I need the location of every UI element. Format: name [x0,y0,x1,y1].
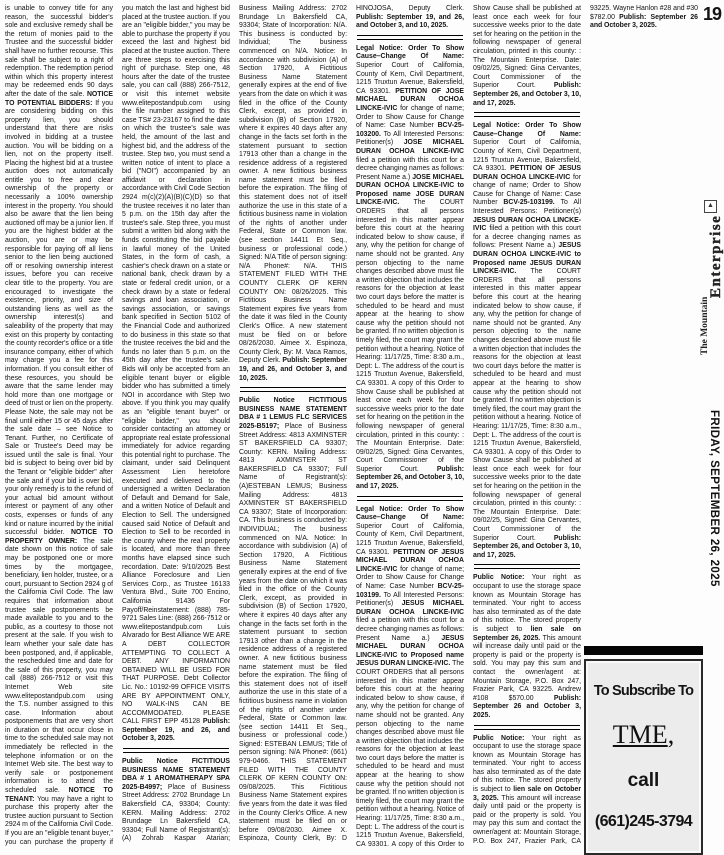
notice-fbn-lemus-flc: Public Notice FICTITIOUS BUSINESS NAME STATEMENT DBA # 1 LEMUS FLC SERVICES 2025-B5197; Place of Business Street Address: 4813 AXMINSTER ST BAKERSFIELD CA 93307; County: KERN. Mailing Address: 4813 AXMINSTER ST BAKERSFIELD CA 93307; Full Name of Registrant(s): (A)ESTEBAN LEMUS; Business Mailing Address: 4813 AXMINSTER ST BAKERSFIELD CA 93307; State of Incorporation: CA. This business is conducted by: INDIVIDUAL; The business commenced on N/A. Notice: In accordance with subdivision (A) of Section 17920, A Fictitious Business Name Statement generally expires at the end of five years from the date on which it was filed in the office of the County Clerk, except, as provided in subdivision (B) of Section 17920, where it expires 40 days after any change in the facts set forth in the statement pursuant to section 17913 other than a change in the residence address of a registered owner. A new fictitious business name statement must be filed before the expiration. The filing of this statement does not of itself authorize the use in this state of a fictitious business name in violation of the rights of another under Federal, State or Common law. (see section 14411 Et Seq., business or professional code.) Signed: ESTEBAN LEMUS; Title of person signing: N/A Phone#: (661) 979-0466. THIS STATEMENT FILED WITH THE COUNTY CLERK OF KERN COUNTY ON: 09/08/2025. This Fictitious Business Name Statement expires five years from the date it was filed in the County Clerk's Office. A new statement must be filed on or before 09/08/2030. Aimee X. Espinoza, County Clerk, By: D HINOJOSA, Deputy Clerk. Publish: September 19, and 26, and October 3, and 10, 2025. [239,5,464,843]
notice-divider [357,496,463,501]
masthead-the-mountain: The Mountain [700,296,710,355]
page-number: 19 [702,4,721,24]
notice-divider [123,748,229,753]
notice-storage-lien-oct3: Public Notice: Your right as occupant to use the storage space known as Mountain Storage has terminated. Your right to access has also terminated as of the date of this notice. The stored property is subject to lien sale on October 3, 2025. This amount will increase daily until paid or the property is paid or the property is sold. You may pay this sum and contact the owner/agent at: Mountain Storage, P.O. Box 247, Frazier Park, CA 93225. Wayne Hanlon #28 and #30 $782.00 Publish: September 26 and October 3, 2025. [473,5,699,845]
subscribe-box-top-bar [584,646,703,655]
notice-divider [357,35,463,40]
notice-divider [474,725,580,730]
notice-divider [240,387,346,392]
notice-trustee-sale: is unable to convey title for any reason, the successful bidder's sole and exclusive remedy shall be the return of monies paid to the Trustee and the successful bidder shall have no further recourse. This sale shall be subject to a right of redemption. The redemption period within which this property interest may be redeemed ends 90 days after the date of the sale. NOTICE TO POTENTIAL BIDDERS: If you are considering bidding on this property lien, you should understand that there are risks involved in bidding at a trustee auction. You will be bidding on a lien, not on the property itself. Placing the highest bid at a trustee auction does not automatically entitle you to free and clear ownership of the property or necessarily a 100% ownership interest in the property. You should also be aware that the lien being auctioned off may be a junior lien. If you are the highest bidder at the auction, you are or may be responsible for paying off all liens senior to the lien being auctioned off or resolving ownership interest issues, before you can receive clear title to the property. You are encouraged to investigate the existence, priority, and size of outstanding liens as well as the ownership interest(s) and saleability of the property that may exist on this property by contacting the county recorder's office or a title insurance company, either of which may charge you a fee for this information. If you consult either of these resources, you should be aware that the same lender may hold more than one mortgage or deed of trust or lien on the property. Please Note, the sale may not be final until either 15 or 45 days after the sale date – see Notice to Tenant. Further, no Certificate of Sale or Trustee's Deed may be issued until the sale is final. Your bid is subject to being over bid by the Tenant or "eligible bidder" after the sale and if your bid is over bid, your only remedy is to the refund of your actual bid amount without interest or payment of any other costs, expenses or funds of any kind or nature incurred by the initial successful bidder. NOTICE TO PROPERTY OWNER: The sale date shown on this notice of sale may be postponed one or more times by the mortgagee, beneficiary, lien holder, trustee, or a court, pursuant to Section 2924 g of the California Civil Code. The law requires that information about trustee sale postponements be made available to you and to the public, as a courtesy to those not present at the sale. If you wish to learn whether your sale date has been postponed, and, if applicable, the rescheduled time and date for the sale of this property, you may call (888) 266-7512 or visit this Internet Web site www.elitepostandpub.com using the T.S. number assigned to this case. Information about postponements that are very short in duration or that occur close in time to the scheduled sale may not immediately be reflected in the telephone information or on the Internet Web site. The best way to verify sale or postponement information is to attend the scheduled sale. NOTICE TO TENANT: You may have a right to purchase this property after the trustee auction pursuant to Section 2924 m of the California Civil Code. If you are an "eligible tenant buyer," you can purchase the property if you match the last and highest bid placed at the trustee auction. If you are an "eligible bidder," you may be able to purchase the property if you exceed the last and highest bid placed at the trustee auction. There are three steps to exercising this right of purchase. Step one, 48 hours after the date of the trustee sale, you can call (888) 266-7512, or visit this internet website www.elitepostandpub.com using the file number assigned to this case TS# 23-23167 to find the date on which the trustee's sale was held, the amount of the last and highest bid, and the address of the trustee. Step two, you must send a written notice of intent to place a bid ("NOI") accompanied by an affidavit or declaration in accordance with Civil Code Section 2924 m(c)(2)(A)(B)(C)(D) so that the trustee receives it no later than 5 p.m. on the 15th day after the trustee's sale. Step three, you must submit a written bid along with the funds constituting the bid payable in lawful money of the United States, in the form of cash, a cashier's check drawn on a state or national bank, check drawn by a state or federal credit union, or a check drawn by a state or federal savings and loan association, or savings association, or savings bank specified in Section 5102 of the Financial Code and authorized to do business in this state so that the trustee receives the bid and the funds no later than 5 p.m. on the 45th day after the trustee's sale. Bids will only be accepted from an eligible tenant buyer or eligible bidder who has submitted a timely NOI in accordance with Step two above. If you think you may qualify as an "eligible tenant buyer" or "eligible bidder," you should consider contacting an attorney or appropriate real estate professional immediately for advice regarding this potential right to purchase. The claimant, under said Delinquent Assessment Lien heretofore executed and delivered to the undersigned a written Declaration of Default and Demand for Sale, and a written Notice of Default and Election to Sell. The undersigned caused said Notice of Default and Election to Sell to be recorded in the county where the real property is located, and more than three months have elapsed since such recordation. Date: 9/10/2025 Best Alliance Foreclosure and Lien Services Corp., as Trustee 16133 Ventura Blvd., Suite 700 Encino, California 91436 For Payoff/Reinstatement: (888) 785-9721 Sales Line: (888) 266-7512 or www.elitepostandpub.com Luis Alvarado for Best Alliance WE ARE A DEBT COLLECTOR ATTEMPTING TO COLLECT A DEBT. ANY INFORMATION OBTAINED WILL BE USED FOR THAT PURPOSE. Debt Collector Lic. No.: 10192-99 OFFICE VISITS ARE BY APPOINTMENT ONLY, NO WALK-INS CAN BE ACCOMMODATED. PLEASE CALL FIRST EPP 45128 Publish: September 19, and 26, and October 3, 2025. [5,5,230,846]
notice-name-change-jose: Legal Notice: Order To Show Cause–Change Of Name: Superior Court of California, County of Kern, Civil Department, 1215 Truxtun Avenue, Bakersfield, CA 93301. PETITION OF JOSE MICHAEL DURAN OCHOA LINCKE-IVIC for change of name; Order to Show Cause for Change of Name: Case Number BCV-25-103200. To All Interested Persons: Petitioner(s) JOSE MICHAEL DURAN OCHOA LINCKE-IVIC filed a petition with this court for a decree changing names as follows: Present Name a.) JOSE MICHAEL DURAN OCHOA LINCKE-IVIC to Proposed name JOSE DURAN LINCKE-IVIC. The COURT ORDERS that all persons interested in this matter appear before this court at the hearing indicated below to show cause, if any, why the petition for change of name should not be granted. Any person objecting to the name changes described above must file a written objection that includes the reasons for the objection at least two court days before the matter is scheduled to be heard and must appear at the hearing to show cause why the petition should not be granted. If no written objection is timely filed, the court may grant the petition without a hearing. Notice of Hearing: 11/17/25, Time: 8:30 a.m., Dept: L. The address of the court is 1215 Truxtun Avenue, Bakersfield, CA 93301. A copy of this Order to Show Cause shall be published at least once each week for four successive weeks prior to the date set for hearing on the petition in the following newspaper of general circulation, printed in this county: : The Mountain Enterprise. Date: 09/02/25, Signed: Gina Cervantes, Court Commissioner of the Superior Court. Publish: September 26, and October 3, 10, and 17, 2025. [356,44,464,491]
notice-storage-lien-sept26: Public Notice: Your right as occupant to use the storage space known as Mountain Storage has terminated. Your right to access has also terminated as of the date of this notice. The stored property is subject to lien sale on September 26, 2025. This amount will increase daily until paid or the property is paid or the property is sold. You may pay this sum and contact the owner/agent at: Mountain Storage, P.O. Box 247, Frazier Park, CA 93225. Andrew #108 $570.00 Publish: September 26 and October 3, 2025. [473,574,581,719]
subscribe-magazine-comma: , [667,719,675,749]
subscribe-line1: To Subscribe To [593,683,694,700]
notice-fbn-aromatherapy-spa: Public Notice FICTITIOUS BUSINESS NAME STATEMENT DBA # 1 AROMATHERAPY SPA 2025-B4997; Place of Business Street Address: 2702 Brundage Ln Bakersfield CA, 93304; County: KERN. Mailing Address: 2702 Brundage Ln Bakersfield CA, 93304; Full Name of Registrant(s): (A) Zohrab Kaspar Atarian; Business Mailing Address: 2702 Brundage Ln Bakersfield CA, 93304; State of Incorporation: N/A. This business is conducted by: Individual; The business commenced on N/A. Notice: In accordance with subdivision (A) of Section 17920, A Fictitious Business Name Statement generally expires at the end of five years from the date on which it was filed in the office of the County Clerk, except, as provided in subdivision (B) of Section 17920, where it expires 40 days after any change in the facts set forth in the statement pursuant to section 17913 other than a change in the residence address of a registered owner. A new fictitious business name statement must be filed before the expiration. The filing of this statement does not of itself authorize the use in this state of a fictitious business name in violation of the rights of another under Federal, State or Common law. (see section 14411 Et Seq., business or professional code.) Signed: N/A Title of person signing: N/A Phone#: N/A. THIS STATEMENT FILED WITH THE COUNTY CLERK OF KERN COUNTY ON: 08/26/2025. This Fictitious Business Name Statement expires five years from the date it was filed in the County Clerk's Office. A new statement must be filed on or before 08/26/2030. Aimee X. Espinoza, County Clerk, By: M. Vaca Ramos, Deputy Clerk. Publish: September 19, and 26, and October 3, and 10, 2025. [122,5,347,843]
notice-divider [474,112,580,117]
subscribe-call-label: call [627,770,660,792]
notice-divider [474,564,580,569]
notice-name-change-jesus-michael: Legal Notice: Order To Show Cause–Change Of Name: Superior Court of California, County of Kern, Civil Department, 1215 Truxtun Avenue, Bakersfield, CA 93301. PETITION OF JESUS MICHAEL DURAN OCHOA LINCKE-IVIC for change of name; Order to Show Cause for Change of Name: Case Number BCV-25-103199. To All Interested Persons: Petitioner(s) JESUS MICHAEL DURAN OCHOA LINCKE-IVIC filed a petition with this court for a decree changing names as follows: Present Name a.) JESUS MICHAEL DURAN OCHOA LINCKE-IVIC to Proposed name JESUS DURAN LINCKE-IVIC. The COURT ORDERS that all persons interested in this matter appear before this court at the hearing indicated below to show cause, if any, why the petition for change of name should not be granted. Any person objecting to the name changes described above must file a written objection that includes the reasons for the objection at least two court days before the matter is scheduled to be heard and must appear at the hearing to show cause why the petition should not be granted. If no written objection is timely filed, the court may grant the petition without a hearing. Notice of Hearing: 11/17/25, Time: 8:30 a.m., Dept: L. The address of the court is 1215 Truxtun Avenue, Bakersfield, CA 93301. A copy of this Order to Show Cause shall be published at least once each week for four successive weeks prior to the date set for hearing on the petition in the following newspaper of general circulation, printed in this county: : The Mountain Enterprise. Date: 09/02/25, Signed: Gina Cervantes, Court Commissioner of the Superior Court. Publish: September 26, and October 3, 10, and 17, 2025. [356,5,581,848]
subscribe-magazine-title [613,720,674,750]
edition-date: FRIDAY, SEPTEMBER 26, 2025 [708,410,720,587]
subscribe-magazine-abbrev: TME [612,719,668,749]
masthead-enterprise: Enterprise [708,214,724,298]
notice-name-change-jesus: Legal Notice: Order To Show Cause–Change Of Name: Superior Court of California, County of Kern, Civil Department, 1215 Truxtun Avenue, Bakersfield, CA 93301. PETITION OF JESUS DURAN OCHOA LINCKE-IVIC for change of name; Order to Show Cause for Change of Name: Case Number BCV-25-103199. To All Interested Persons: Petitioner(s) JESUS DURAN OCHOA LINCKE-IVIC filed a petition with this court for a decree changing names as follows: Present Name a.) JESUS DURAN OCHOA LINCKE-IVIC to Proposed name JESUS DURAN LINCKE-IVIC. The COURT ORDERS that all persons interested in this matter appear before this court at the hearing indicated below to show cause, if any, why the petition for change of name should not be granted. Any person objecting to the name changes described above must file a written objection that includes the reasons for the objection at least two court days before the matter is scheduled to be heard and must appear at the hearing to show cause why the petition should not be granted. If no written objection is timely filed, the court may grant the petition without a hearing. Notice of Hearing: 11/17/25, Time: 8:30 a.m., Dept: L. The address of the court is 1215 Truxtun Avenue, Bakersfield, CA 93301. A copy of this Order to Show Cause shall be published at least once each week for four successive weeks prior to the date set for hearing on the petition in the following newspaper of general circulation, printed in this county: : The Mountain Enterprise. Date: 09/02/25, Signed: Gina Cervantes, Court Commissioner of the Superior Court. Publish: September 26, and October 3, 10, and 17, 2025. [473,122,582,559]
subscribe-phone: (661)245-3794 [594,812,693,830]
mountain-ornament-icon: ▲ [704,200,717,213]
subscribe-box [584,659,703,855]
